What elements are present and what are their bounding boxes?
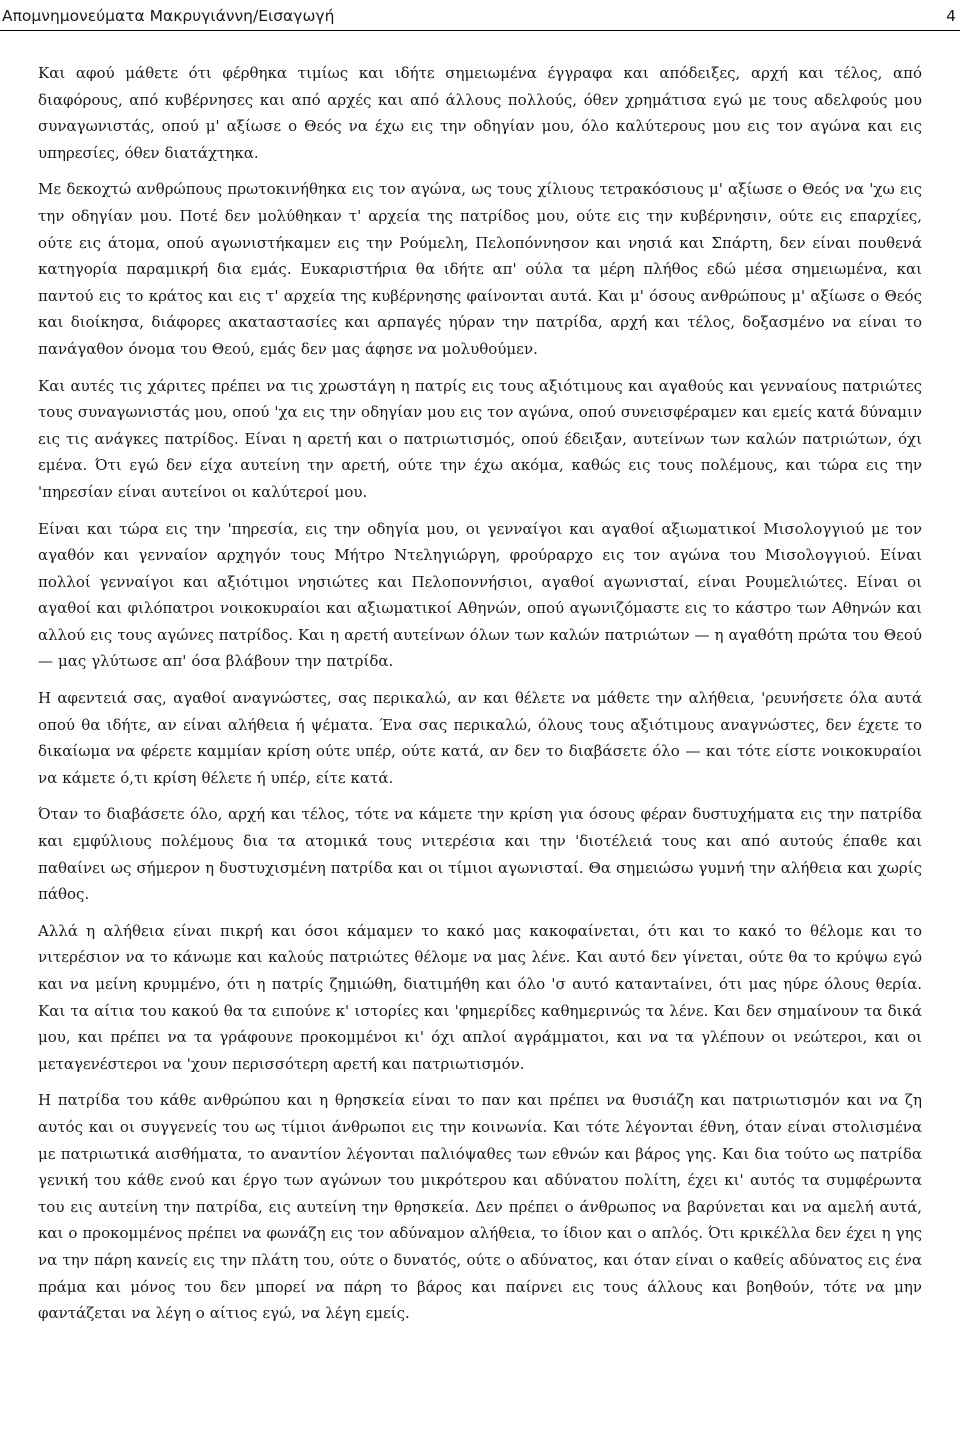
header-rule xyxy=(0,30,960,31)
paragraph: Είναι και τώρα εις την 'πηρεσία, εις την οδηγία μου, οι γενναίγοι και αγαθοί αξιωματικοί Μισολογγιού με τον αγαθόν και γενναίον αρχηγόν τους Μήτρο Ντεληγιώργη, φρούραρχο εις τον αγώνα του Μισολογγιού. Είναι πολλοί γενναίγοι και αξιότιμοι νησιώτες και Πελοποννήσιοι, αγαθοί αγωνισταί, είναι Ρουμελιώτες. Είναι οι αγαθοί και φιλόπατροι νοικοκυραίοι και αξιωματικοί Αθηνών, οπού αγωνιζόμαστε εις το κάστρο των Αθηνών και αλλού εις τους αγώνες πατρίδος. Και η αρετή αυτείνων όλων των καλών πατριώτων — η αγαθότη πρώτα του Θεού — μας γλύτωσε απ' όσα βλάβουν την πατρίδα. xyxy=(38,519,922,671)
paragraph: Η πατρίδα του κάθε ανθρώπου και η θρησκεία είναι το παν και πρέπει να θυσιάζη και πατριωτισμόν και να ζη αυτός και οι συγγενείς του ως τίμιοι άνθρωποι εις την κοινωνία. Και τότε λέγονται έθνη, όταν είναι στολισμένα με πατριωτικά αισθήματα, το αναντίον λέγονται παλιόψαθες των εθνών και βάρος γης. Και δια τούτο ως πατρίδα γενική του κάθε ενού και έργο των αγώνων του μικρότερου και αδύνατου πολίτη, έχει κι' αυτός τα συμφέρωντα του εις αυτείνη την πατρίδα, εις αυτείνη την θρησκεία. Δεν πρέπει ο άνθρωπος να βαρύνεται και να αμελή αυτά, και ο προκομμένος πρέπει να φωνάζη εις τον αδύναμον αλήθεια, το ίδιον και ο απλός. Ότι κρικέλλα δεν έχει η γης να την πάρη κανείς εις την πλάτη του, ούτε ο δυνατός, ούτε ο αδύνατος, και όταν είναι ο καθείς αδύνατος εις ένα πράμα και μόνος του δεν μπορεί να πάρη το βάρος και παίρνει εις τους άλλους και βοηθούν, τότε να μην φαντάζεται να λέγη ο αίτιος εγώ, να λέγη εμείς. xyxy=(38,1091,922,1323)
document-body xyxy=(38,60,922,1337)
running-title: Απομνημονεύματα Μακρυγιάννη/Εισαγωγή xyxy=(2,7,335,25)
paragraph: Και αφού μάθετε ότι φέρθηκα τιμίως και ιδήτε σημειωμένα έγγραφα και απόδειξες, αρχή και τέλος, από διαφόρους, από κυβέρνησες και από αρχές και από άλλους πολλούς, όθεν χρημάτισα εγώ με τους αδελφούς μου συναγωνιστάς, οπού μ' αξίωσε ο Θεός να έχω εις την οδηγίαν μου, όλο καλύτερους μου εις τον αγώνα και εις υπηρεσίες, όθεν διατάχτηκα. xyxy=(38,64,922,162)
paragraph: Η αφεντειά σας, αγαθοί αναγνώστες, σας περικαλώ, αν και θέλετε να μάθετε την αλήθεια, 'ρευνήσετε όλα αυτά οπού θα ιδήτε, αν είναι αλήθεια ή ψέματα. Ένα σας περικαλώ, όλους τους αξιότιμους αναγνώστες, δεν έχετε το δικαίωμα να φέρετε καμμίαν κρίση ούτε υπέρ, ούτε κατά, αν δεν το διαβάσετε όλο — και τότε είστε νοικοκυραίοι να κάμετε ό,τι κρίση θέλετε ή υπέρ, είτε κατά. xyxy=(38,689,922,787)
page-header xyxy=(0,4,960,28)
paragraph: Με δεκοχτώ ανθρώπους πρωτοκινήθηκα εις τον αγώνα, ως τους χίλιους τετρακόσιους μ' αξίωσε ο Θεός να 'χω εις την οδηγίαν μου. Ποτέ δεν μολύθηκαν τ' αρχεία της πατρίδος μου, ούτε εις την κυβέρνησιν, ούτε εις επαρχίες, ούτε εις άτομα, οπού αγωνιστήκαμεν εις την Ρούμελη, Πελοπόννησον και νησιά και Σπάρτη, δεν είναι πουθενά κατηγορία παραμικρή δια εμάς. Ευκαριστήρια θα ιδήτε απ' ούλα τα μέρη πλήθος εδώ μέσα σημειωμένα, και παντού εις το κράτος και εις τ' αρχεία της κυβέρνησης φαίνονται αυτά. Και μ' όσους ανθρώπους μ' αξίωσε ο Θεός και διοίκησα, διάφορες ακαταστασίες και αρπαγές ηύραν την πατρίδα, αρχή και τέλος, δοξασμένο να είναι το πανάγαθον όνομα του Θεού, εμάς δεν μας άφησε να μολυθούμεν. xyxy=(38,180,922,358)
paragraph: Αλλά η αλήθεια είναι πικρή και όσοι κάμαμεν το κακό μας κακοφαίνεται, ότι και το κακό το θέλομε και το νιτερέσιον να το κάνωμε και καλούς πατριώτες θέλομε να μας λένε. Και αυτό δεν γίνεται, ούτε θα το κρύψω εγώ και να μείνη κρυμμένο, ότι η πατρίς ζημιώθη, διατιμήθη και όλο 'σ αυτό καταντaίνει, ότι μας ηύρε όλους θερία. Και τα αίτια του κακού θα τα ειπούνε κ' ιστορίες και 'φημερίδες καθημερινώς τα λένε. Και δεν σημαίνουν τα δικά μου, και πρέπει να τα γράφουνε προκομμένοι κι' όχι απλοί αγράμματοι, και να τα γλέπουν οι νεώτεροι, και οι μεταγενέστεροι να 'χουν περισσότερη αρετή και πατριωτισμόν. xyxy=(38,921,922,1073)
paragraph: Όταν το διαβάσετε όλο, αρχή και τέλος, τότε να κάμετε την κρίση για όσους φέραν δυστυχήματα εις την πατρίδα και εμφύλιους πολέμους δια τα ατομικά τους νιτερέσια και την 'διοτέλειά τους και από αυτούς έπαθε και παθαίνει ως σήμερον η δυστυχισμένη πατρίδα και οι τίμιοι αγωνισταί. Θα σημειώσω γυμνή την αλήθεια και χωρίς πάθος. xyxy=(38,805,922,904)
paragraph: Και αυτές τις χάριτες πρέπει να τις χρωστάγη η πατρίς εις τους αξιότιμους και αγαθούς και γενναίους πατριώτες τους συναγωνιστάς μου, οπού 'χα εις την οδηγίαν μου εις τον αγώνα, οπού συνεισφέραμεν και εμείς κατά δύναμιν εις τις ανάγκες πατρίδος. Είναι η αρετή και ο πατριωτισμός, οπού έδειξαν, αυτείνων των καλών πατριώτων, όχι εμένα. Ότι εγώ δεν είχα αυτείνη την αρετή, ούτε την έχω ακόμα, καθώς εις τους πολέμους, και τώρα εις την 'πηρεσίαν είναι αυτείνοι οι καλύτεροί μου. xyxy=(38,376,922,501)
page-number: 4 xyxy=(946,7,956,25)
